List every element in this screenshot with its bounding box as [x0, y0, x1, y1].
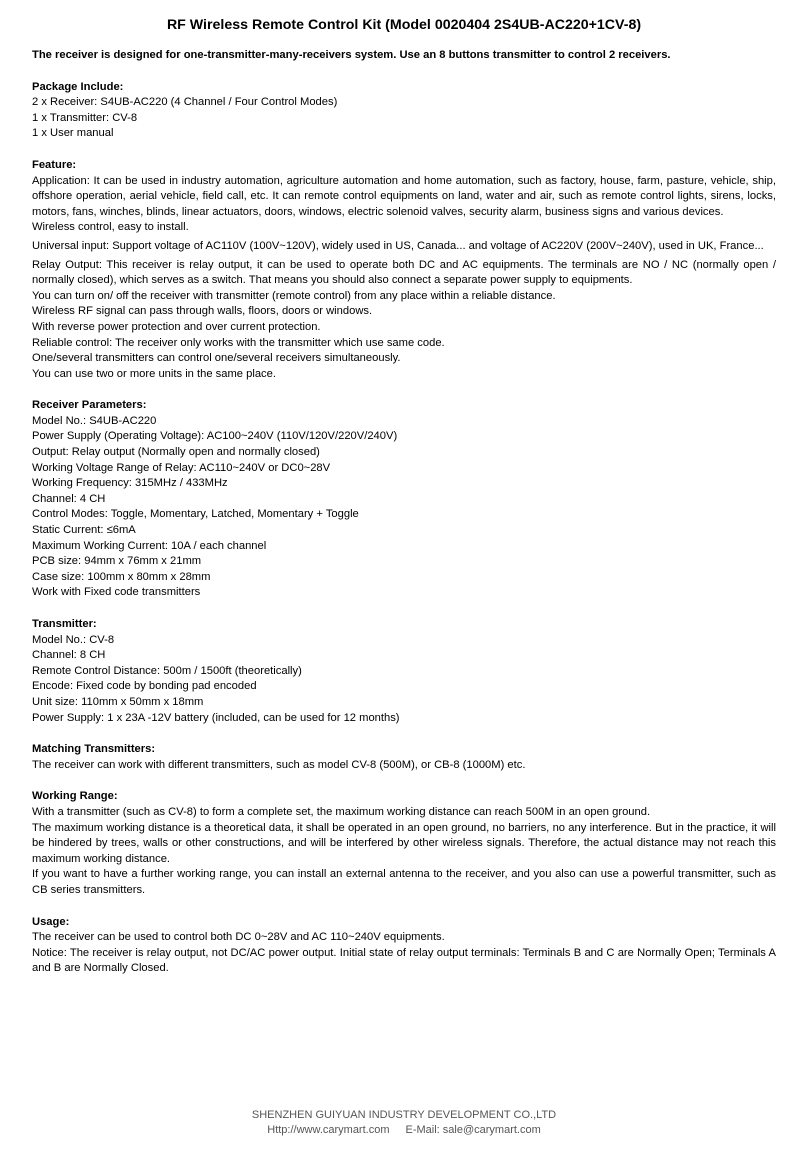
- package-item: 1 x Transmitter: CV-8: [32, 111, 138, 124]
- transmitter-param: Model No.: CV-8: [32, 633, 115, 646]
- usage-section: [32, 915, 776, 977]
- transmitter-param: Unit size: 110mm x 50mm x 18mm: [32, 695, 204, 708]
- document-title: RF Wireless Remote Control Kit (Model 0020404 2S4UB-AC220+1CV-8): [166, 17, 642, 33]
- document-page: [32, 0, 776, 977]
- receiver-param: Working Voltage Range of Relay: AC110~240V or DC0~28V: [32, 461, 331, 474]
- receiver-param: Model No.: S4UB-AC220: [32, 414, 157, 427]
- footer-company: SHENZHEN GUIYUAN INDUSTRY DEVELOPMENT CO.,LTD: [251, 1109, 557, 1121]
- package-section: [32, 80, 776, 142]
- receiver-param: Output: Relay output (Normally open and normally closed): [32, 446, 320, 459]
- receiver-param: Maximum Working Current: 10A / each channel: [32, 539, 267, 552]
- receiver-param: Channel: 4 CH: [32, 492, 106, 505]
- package-item: 1 x User manual: [32, 127, 114, 140]
- feature-section: [32, 158, 776, 382]
- range-section: [32, 789, 776, 898]
- receiver-param: Work with Fixed code transmitters: [32, 586, 201, 599]
- intro-text: The receiver is designed for one-transmitter-many-receivers system. Use an 8 buttons transmitter to control 2 receivers.: [32, 49, 671, 61]
- footer-website-link[interactable]: Http://www.carymart.com: [267, 1124, 390, 1136]
- feature-line: You can turn on/ off the receiver with transmitter (remote control) from any place within a reliable distance.: [32, 289, 556, 302]
- transmitter-param: Power Supply: 1 x 23A -12V battery (included, can be used for 12 months): [32, 711, 400, 724]
- transmitter-section: [32, 617, 776, 726]
- footer-contact: [0, 1123, 808, 1138]
- feature-wireless: Wireless control, easy to install.: [32, 221, 189, 234]
- receiver-heading: Receiver Parameters:: [32, 399, 147, 412]
- matching-section: [32, 742, 776, 773]
- feature-line: Reliable control: The receiver only works with the transmitter which use same code.: [32, 336, 445, 349]
- receiver-param: Working Frequency: 315MHz / 433MHz: [32, 477, 228, 490]
- transmitter-param: Encode: Fixed code by bonding pad encoded: [32, 680, 257, 693]
- range-paragraph: The maximum working distance is a theoretical data, it shall be operated in an open ground, no barriers, no any interference. But in the practice, it will be hindered by trees, walls or other constructions, and will be interfered by other wireless signals. Therefore, the actual distance may not reach this maximum working distance.: [32, 821, 776, 865]
- transmitter-heading: Transmitter:: [32, 618, 97, 630]
- footer-email-link[interactable]: E-Mail: sale@carymart.com: [405, 1124, 541, 1136]
- range-paragraph: With a transmitter (such as CV-8) to form a complete set, the maximum working distance can reach 500M in an open ground.: [32, 805, 651, 818]
- matching-text: The receiver can work with different transmitters, such as model CV-8 (500M), or CB-8 (1000M) etc.: [32, 758, 526, 771]
- feature-line: With reverse power protection and over current protection.: [32, 320, 321, 333]
- feature-line: One/several transmitters can control one/several receivers simultaneously.: [32, 352, 401, 365]
- matching-heading: Matching Transmitters:: [32, 743, 156, 756]
- receiver-param: Power Supply (Operating Voltage): AC100~240V (110V/120V/220V/240V): [32, 430, 398, 443]
- receiver-param: Static Current: ≤6mA: [32, 524, 136, 537]
- range-heading: Working Range:: [32, 790, 118, 803]
- feature-universal: Universal input: Support voltage of AC110V (100V~120V), widely used in US, Canada... and voltage of AC220V (200V~240V), used in UK, France...: [32, 239, 764, 252]
- usage-heading: Usage:: [32, 915, 70, 928]
- feature-relay: Relay Output: This receiver is relay output, it can be used to operate both DC and AC equipments. The terminals are NO / NC (normally open / normally closed), which serves as a switch. That means you should also connect a separate power supply to equipments.: [32, 258, 776, 287]
- receiver-param: PCB size: 94mm x 76mm x 21mm: [32, 555, 202, 568]
- feature-line: Wireless RF signal can pass through walls, floors, doors or windows.: [32, 305, 373, 318]
- transmitter-param: Channel: 8 CH: [32, 649, 106, 662]
- usage-paragraph: The receiver can be used to control both DC 0~28V and AC 110~240V equipments.: [32, 931, 445, 944]
- receiver-param: Case size: 100mm x 80mm x 28mm: [32, 570, 211, 583]
- feature-application: Application: It can be used in industry automation, agriculture automation and home automation, such as factory, house, farm, pasture, vehicle, ship, offshore operation, aerial vehicle, field call, etc. It can remote control equipments on land, water and air, such as remote control lights, sirens, locks, motors, fans, winches, blinds, linear actuators, doors, windows, electric solenoid valves, security alarm, business signs and various devices.: [32, 174, 776, 218]
- package-item: 2 x Receiver: S4UB-AC220 (4 Channel / Four Control Modes): [32, 96, 338, 109]
- feature-heading: Feature:: [32, 158, 77, 171]
- feature-line: You can use two or more units in the same place.: [32, 367, 276, 380]
- usage-paragraph: Notice: The receiver is relay output, not DC/AC power output. Initial state of relay output terminals: Terminals B and C are Normally Open; Terminals A and B are Normally Closed.: [32, 946, 776, 975]
- transmitter-param: Remote Control Distance: 500m / 1500ft (theoretically): [32, 664, 302, 677]
- receiver-param: Control Modes: Toggle, Momentary, Latched, Momentary + Toggle: [32, 508, 359, 521]
- range-paragraph: If you want to have a further working range, you can install an external antenna to the receiver, and you also can use a powerful transmitter, such as CB series transmitters.: [32, 868, 776, 896]
- receiver-section: [32, 398, 776, 601]
- page-footer: [0, 1108, 808, 1138]
- package-heading: Package Include:: [32, 80, 124, 93]
